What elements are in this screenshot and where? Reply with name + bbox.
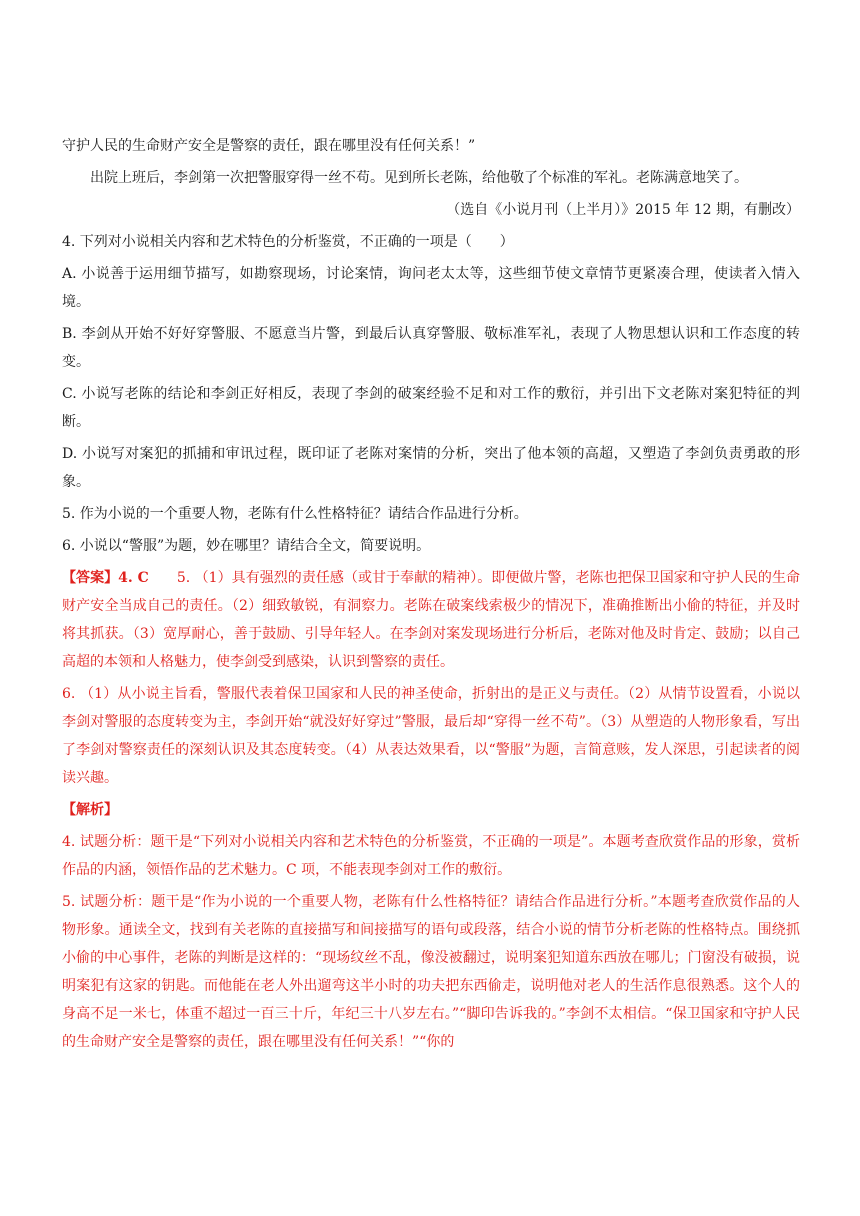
answer-block — [62, 564, 800, 676]
question-4-option-a: A. 小说善于运用细节描写，如勘察现场，讨论案情，询问老太太等，这些细节使文章情节更紧凑合理，使读者入情入境。 — [62, 266, 800, 310]
answer-label: 【答案】 — [62, 570, 119, 586]
question-6: 6. 小说以“警服”为题，妙在哪里？请结合全文，简要说明。 — [62, 538, 431, 554]
answer-q4: 4. C — [118, 570, 149, 586]
question-4-option-b: B. 李剑从开始不好好穿警服、不愿意当片警，到最后认真穿警服、敬标准军礼，表现了人物思想认识和工作态度的转变。 — [62, 326, 800, 370]
passage-line: 守护人民的生命财产安全是警察的责任，跟在哪里没有任何关系！” — [62, 138, 476, 154]
question-4-stem: 4. 下列对小说相关内容和艺术特色的分析鉴赏，不正确的一项是（ ） — [62, 234, 514, 250]
answer-q6: 6. （1）从小说主旨看，警服代表着保卫国家和人民的神圣使命，折射出的是正义与责任。（2）从情节设置看，小说以李剑对警服的态度转变为主，李剑开始“就没好好穿过”警服，最后却“穿得一丝不苟”。（3）从塑造的人物形象看，写出了李剑对警察责任的深刻认识及其态度转变。（4）从表达效果看，以“警服”为题，言简意赅，发人深思，引起读者的阅读兴趣。 — [62, 686, 800, 786]
question-5: 5. 作为小说的一个重要人物，老陈有什么性格特征？请结合作品进行分析。 — [62, 506, 528, 522]
passage-source: （选自《小说月刊（上半月）》2015 年 12 期，有删改） — [446, 202, 800, 218]
document-page — [62, 132, 800, 1056]
analysis-q5: 5. 试题分析：题干是“作为小说的一个重要人物，老陈有什么性格特征？请结合作品进行分析。”本题考查欣赏作品的人物形象。通读全文，找到有关老陈的直接描写和间接描写的语句或段落，结合小说的情节分析老陈的性格特点。围绕抓小偷的中心事件，老陈的判断是这样的：“现场纹丝不乱，像没被翻过，说明案犯知道东西放在哪儿；门窗没有破损，说明案犯有这家的钥匙。而他能在老人外出遛弯这半小时的功夫把东西偷走，说明他对老人的生活作息很熟悉。这个人的身高不足一米七，体重不超过一百三十斤，年纪三十八岁左右。”“脚印告诉我的。”李剑不太相信。“保卫国家和守护人民的生命财产安全是警察的责任，跟在哪里没有任何关系！”“你的 — [62, 894, 800, 1050]
answer-q5: 5. （1）具有强烈的责任感（或甘于奉献的精神）。即便做片警，老陈也把保卫国家和守护人民的生命财产安全当成自己的责任。（2）细致敏锐，有洞察力。老陈在破案线索极少的情况下，准确推断出小偷的特征，并及时将其抓获。（3）宽厚耐心，善于鼓励、引导年轻人。在李剑对案发现场进行分析后，老陈对他及时肯定、鼓励；以自己高超的本领和人格魅力，使李剑受到感染，认识到警察的责任。 — [62, 570, 800, 670]
question-4-option-d: D. 小说写对案犯的抓捕和审讯过程，既印证了老陈对案情的分析，突出了他本领的高超，又塑造了李剑负责勇敢的形象。 — [62, 446, 800, 490]
question-4-option-c: C. 小说写老陈的结论和李剑正好相反，表现了李剑的破案经验不足和对工作的敷衍，并引出下文老陈对案犯特征的判断。 — [62, 386, 800, 430]
passage-line: 出院上班后，李剑第一次把警服穿得一丝不苟。见到所长老陈，给他敬了个标准的军礼。老陈满意地笑了。 — [90, 170, 748, 186]
analysis-q4: 4. 试题分析：题干是“下列对小说相关内容和艺术特色的分析鉴赏，不正确的一项是”。本题考查欣赏作品的形象，赏析作品的内涵，领悟作品的艺术魅力。C 项，不能表现李剑对工作的敷衍。 — [62, 834, 800, 878]
analysis-label: 【解析】 — [62, 802, 118, 818]
